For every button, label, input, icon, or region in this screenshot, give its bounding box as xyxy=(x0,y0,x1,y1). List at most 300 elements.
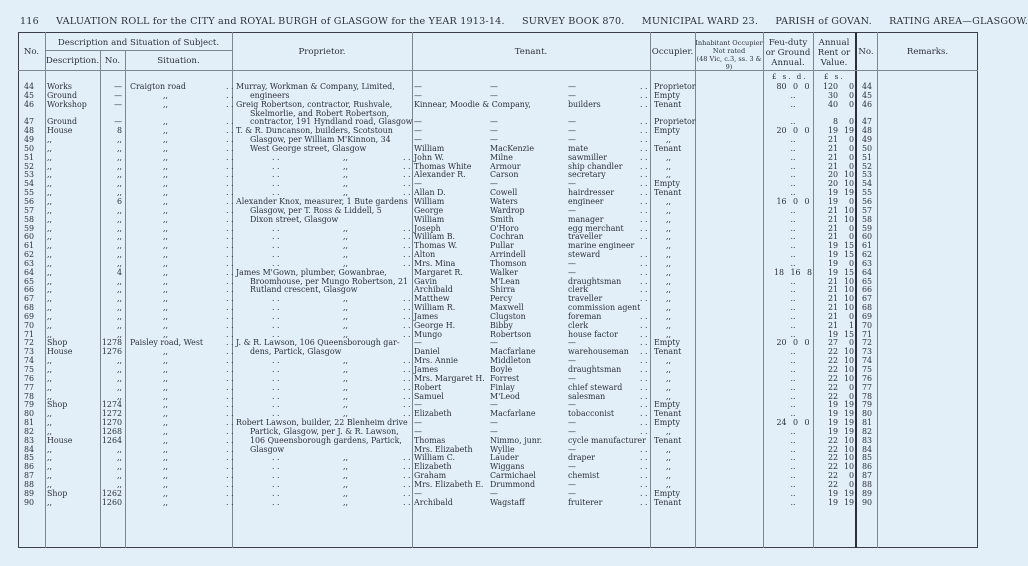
page-number: 116 xyxy=(20,16,39,27)
row-feu-duty: .. xyxy=(790,303,796,313)
row-tenant-forename: Gavin xyxy=(414,276,438,286)
row-description: ,, xyxy=(47,418,53,428)
row-proprietor: ,, xyxy=(343,329,349,339)
row-description: ,, xyxy=(47,258,53,268)
row-street-number: 1260 xyxy=(101,497,122,507)
row-rent-pounds: 19 xyxy=(827,426,838,436)
row-rent-shillings: 19 xyxy=(843,418,854,428)
row-feu-duty: .. xyxy=(790,488,796,498)
row-number-right: 59 xyxy=(861,223,873,233)
leader-dots: . . xyxy=(640,90,648,100)
rating-area: RATING AREA—GLASGOW. xyxy=(889,16,1028,27)
row-tenant-forename: Allan D. xyxy=(414,188,446,198)
row-situation: ,, xyxy=(163,232,169,242)
row-number-right: 66 xyxy=(861,285,873,295)
col-situation: Situation. xyxy=(157,56,200,66)
row-number: 70 xyxy=(24,320,35,330)
row-tenant-designation: chief steward xyxy=(568,382,623,392)
leader-dots: . . xyxy=(640,196,648,206)
row-number: 69 xyxy=(24,311,35,321)
col-description: Description. xyxy=(45,56,100,66)
leader-dots: . . xyxy=(226,267,234,277)
leader-dots: . . xyxy=(640,223,648,233)
row-tenant-surname: Nimmo, junr. xyxy=(490,435,543,445)
row-occupier: Tenant xyxy=(654,188,682,198)
row-number-right: 47 xyxy=(861,117,873,127)
col-inhabitant-line: Inhabitant Occupier xyxy=(695,39,763,47)
row-proprietor: James M'Gown, plumber, Gowanbrae, xyxy=(236,267,387,277)
row-tenant-forename: — xyxy=(414,179,422,189)
row-number: 49 xyxy=(24,135,35,145)
row-tenant-designation: secretary xyxy=(568,170,606,180)
row-proprietor: Skelmorlie, and Robert Robertson, xyxy=(250,108,390,118)
row-occupier: Tenant xyxy=(654,435,682,445)
row-tenant-forename: — xyxy=(414,488,422,498)
row-situation: ,, xyxy=(163,497,169,507)
row-proprietor: ,, xyxy=(343,400,349,410)
leader-dots: . . xyxy=(226,170,234,180)
leader-dots: . . xyxy=(640,444,648,454)
row-street-number: ,, xyxy=(116,303,122,313)
leader-dots: . . xyxy=(272,161,280,171)
leader-dots: . . xyxy=(272,471,280,481)
leader-dots: . . xyxy=(403,241,411,251)
leader-dots: . . xyxy=(226,232,234,242)
leader-dots: . . xyxy=(640,232,648,242)
row-tenant-forename: Margaret R. xyxy=(414,267,463,277)
row-proprietor: ,, xyxy=(343,250,349,260)
row-tenant-surname: Maxwell xyxy=(490,303,524,313)
row-number: 47 xyxy=(24,117,35,127)
leader-dots: . . xyxy=(640,117,648,127)
row-tenant-designation: tobacconist xyxy=(568,409,615,419)
row-tenant-surname: Robertson xyxy=(490,329,532,339)
row-occupier: ,, xyxy=(666,294,672,304)
row-situation: ,, xyxy=(163,143,169,153)
leader-dots: . . xyxy=(272,188,280,198)
row-tenant-surname: Boyle xyxy=(490,365,513,374)
row-description: ,, xyxy=(47,444,53,454)
row-rent-pounds: 21 xyxy=(827,161,838,171)
row-rent-pounds: 19 xyxy=(827,126,838,136)
leader-dots: . . xyxy=(226,258,234,268)
row-feu-duty: .. xyxy=(790,188,796,198)
leader-dots: . . xyxy=(640,152,648,162)
row-number: 55 xyxy=(24,188,35,198)
row-tenant-forename: — xyxy=(414,418,422,428)
row-tenant-designation: — xyxy=(568,479,576,489)
col-annual-rent xyxy=(813,38,855,68)
row-tenant-forename: Thomas xyxy=(414,435,446,445)
row-tenant-designation: — xyxy=(568,258,576,268)
row-number-right: 57 xyxy=(861,205,873,215)
row-number: 90 xyxy=(24,497,35,507)
row-situation: ,, xyxy=(163,179,169,189)
row-tenant-forename: Elizabeth xyxy=(414,462,452,472)
row-proprietor: Glasgow, per William M'Kinnon, 34 xyxy=(250,135,391,145)
row-tenant-surname: Milne xyxy=(490,152,513,162)
leader-dots: . . xyxy=(640,285,648,295)
row-description: ,, xyxy=(47,188,53,198)
row-number-right: 71 xyxy=(861,329,873,339)
row-tenant-forename: — xyxy=(414,82,422,91)
leader-dots: . . xyxy=(226,294,234,304)
row-description: ,, xyxy=(47,214,53,224)
row-tenant-forename: Robert xyxy=(414,382,442,392)
row-number-right: 68 xyxy=(861,303,873,313)
row-number: 66 xyxy=(24,285,35,295)
leader-dots: . . xyxy=(226,462,234,472)
row-situation: ,, xyxy=(163,382,169,392)
row-situation: ,, xyxy=(163,250,169,260)
leader-dots: . . xyxy=(272,462,280,472)
row-street-number: 1264 xyxy=(101,435,122,445)
leader-dots: . . xyxy=(403,179,411,189)
row-rent-shillings: 0 xyxy=(848,135,854,145)
leader-dots: . . xyxy=(226,152,234,162)
row-description: ,, xyxy=(47,453,53,463)
row-number-right: 65 xyxy=(861,276,873,286)
row-tenant-surname: — xyxy=(490,426,498,436)
row-rent-pounds: 21 xyxy=(827,311,838,321)
leader-dots: . . xyxy=(640,276,648,286)
row-rent-shillings: 19 xyxy=(843,409,854,419)
row-occupier: Empty xyxy=(654,400,680,410)
leader-dots: . . xyxy=(226,126,234,136)
row-occupier: ,, xyxy=(666,196,672,206)
leader-dots: . . xyxy=(272,250,280,260)
row-street-number: ,, xyxy=(116,179,122,189)
row-situation: Paisley road, West xyxy=(130,338,204,348)
col-no: No. xyxy=(23,47,40,57)
row-street-number: 1262 xyxy=(101,488,122,498)
row-tenant-surname: Wagstaff xyxy=(490,497,525,507)
leader-dots: . . xyxy=(403,223,411,233)
row-number-right: 69 xyxy=(861,311,873,321)
row-situation: ,, xyxy=(163,365,169,374)
leader-dots: . . xyxy=(403,453,411,463)
parish: PARISH of GOVAN. xyxy=(775,16,872,27)
leader-dots: . . xyxy=(226,453,234,463)
leader-dots: . . xyxy=(403,152,411,162)
row-number-right: 85 xyxy=(861,453,873,463)
leader-dots: . . xyxy=(640,356,648,366)
row-tenant-surname: Macfarlane xyxy=(490,409,536,419)
row-feu-duty: .. xyxy=(790,170,796,180)
row-tenant-designation: warehouseman xyxy=(568,347,629,357)
col-inhabitant-line: Not rated xyxy=(712,47,746,55)
row-rent-shillings: 0 xyxy=(848,90,854,100)
row-tenant-designation: — xyxy=(568,82,576,91)
roll-title: VALUATION ROLL for the CITY and ROYAL BURGH of GLASGOW for the YEAR 1913-14. xyxy=(56,16,505,27)
row-street-number: 1272 xyxy=(101,409,122,419)
row-tenant-surname: Shirra xyxy=(490,285,516,295)
row-description: ,, xyxy=(47,311,53,321)
row-rent-shillings: 1 xyxy=(848,320,854,330)
row-number-right: 45 xyxy=(861,90,873,100)
leader-dots: . . xyxy=(640,99,648,109)
col-rent-line: Rent or xyxy=(817,48,851,58)
leader-dots: . . xyxy=(403,258,411,268)
row-occupier: ,, xyxy=(666,285,672,295)
row-street-number: ,, xyxy=(116,471,122,481)
row-feu-duty: .. xyxy=(790,294,796,304)
row-rent-pounds: 21 xyxy=(827,152,838,162)
row-occupier: ,, xyxy=(666,276,672,286)
row-number-right: 86 xyxy=(861,462,873,472)
leader-dots: . . xyxy=(640,382,648,392)
row-street-number: — xyxy=(114,82,122,91)
leader-dots: . . xyxy=(640,258,648,268)
row-tenant-surname: — xyxy=(490,400,498,410)
row-tenant-forename: Mrs. Annie xyxy=(414,356,458,366)
feu-units: £ s. d. xyxy=(772,73,808,81)
leader-dots: . . xyxy=(226,435,234,445)
row-street-number: ,, xyxy=(116,214,122,224)
valuation-rows xyxy=(18,83,978,508)
row-tenant-surname: Armour xyxy=(490,161,521,171)
row-situation: ,, xyxy=(163,488,169,498)
row-rent-shillings: 0 xyxy=(848,152,854,162)
row-feu-duty: .. xyxy=(790,250,796,260)
leader-dots: . . xyxy=(403,188,411,198)
row-occupier: ,, xyxy=(666,258,672,268)
row-occupier: ,, xyxy=(666,426,672,436)
row-tenant-forename: William xyxy=(414,143,445,153)
leader-dots: . . xyxy=(226,90,234,100)
row-feu-duty: .. xyxy=(790,497,796,507)
row-proprietor: Partick, Glasgow, per J. & R. Lawson, xyxy=(250,426,399,436)
col-no-right: No. xyxy=(858,47,874,57)
leader-dots: . . xyxy=(403,479,411,489)
leader-dots: . . xyxy=(403,391,411,401)
row-proprietor: ,, xyxy=(343,356,349,366)
row-tenant-designation: mate xyxy=(568,143,589,153)
leader-dots: . . xyxy=(226,365,234,374)
row-situation: ,, xyxy=(163,258,169,268)
row-feu-duty: .. xyxy=(790,320,796,330)
col-occupier: Occupier. xyxy=(651,47,694,57)
row-tenant-forename: Alton xyxy=(414,250,436,260)
row-feu-duty: .. xyxy=(790,241,796,251)
leader-dots: . . xyxy=(403,373,411,383)
row-tenant-designation: — xyxy=(568,356,576,366)
row-rent-pounds: 21 xyxy=(827,276,838,286)
row-street-number: ,, xyxy=(116,373,122,383)
row-proprietor: ,, xyxy=(343,382,349,392)
row-rent-pounds: 19 xyxy=(827,400,838,410)
row-rent-shillings: 10 xyxy=(843,170,854,180)
row-number: 61 xyxy=(24,241,35,251)
row-proprietor: ,, xyxy=(343,152,349,162)
row-tenant-designation: fruiterer xyxy=(568,497,603,507)
row-description: ,, xyxy=(47,497,53,507)
row-feu-duty: .. xyxy=(790,152,796,162)
row-number-right: 60 xyxy=(861,232,873,242)
row-number-right: 90 xyxy=(861,497,873,507)
leader-dots: . . xyxy=(640,135,648,145)
row-street-number: ,, xyxy=(116,232,122,242)
row-occupier: Proprietor xyxy=(654,82,696,91)
row-tenant-designation: engineer xyxy=(568,196,604,206)
leader-dots: . . xyxy=(403,409,411,419)
row-feu-duty: .. xyxy=(790,258,796,268)
row-street-number: — xyxy=(114,90,122,100)
row-tenant-designation: draughtsman xyxy=(568,276,622,286)
row-tenant-forename: James xyxy=(414,365,439,374)
row-feu-duty: .. xyxy=(790,143,796,153)
row-rent-pounds: 22 xyxy=(827,365,838,374)
row-number: 46 xyxy=(24,99,35,109)
row-proprietor: ,, xyxy=(343,170,349,180)
row-occupier: ,, xyxy=(666,161,672,171)
row-proprietor: 106 Queensborough gardens, Partick, xyxy=(250,435,402,445)
leader-dots: . . xyxy=(640,426,648,436)
row-occupier: ,, xyxy=(666,329,672,339)
row-occupier: ,, xyxy=(666,223,672,233)
row-tenant-surname: Carson xyxy=(490,170,519,180)
leader-dots: . . xyxy=(640,365,648,374)
row-number: 80 xyxy=(24,409,35,419)
row-proprietor: ,, xyxy=(343,294,349,304)
leader-dots: . . xyxy=(272,373,280,383)
row-rent-shillings: 0 xyxy=(848,338,854,348)
row-tenant-surname: Bibby xyxy=(490,320,513,330)
row-rent-pounds: 19 xyxy=(827,409,838,419)
row-number: 57 xyxy=(24,205,35,215)
row-street-number: 6 xyxy=(116,196,122,206)
row-description: Ground xyxy=(47,90,78,100)
row-number: 50 xyxy=(24,143,35,153)
table-row xyxy=(18,499,978,508)
leader-dots: . . xyxy=(226,241,234,251)
row-description: ,, xyxy=(47,276,53,286)
row-rent-pounds: 20 xyxy=(827,170,838,180)
row-rent-shillings: 0 xyxy=(848,258,854,268)
row-feu-duty: 24 0 0 xyxy=(776,418,810,428)
row-situation: ,, xyxy=(163,170,169,180)
leader-dots: . . xyxy=(226,444,234,454)
row-number: 52 xyxy=(24,161,35,171)
row-tenant-surname: — xyxy=(490,179,498,189)
leader-dots: . . xyxy=(226,391,234,401)
row-number-right: 46 xyxy=(861,99,873,109)
leader-dots: . . xyxy=(272,382,280,392)
leader-dots: . . xyxy=(640,400,648,410)
row-street-number: ,, xyxy=(116,311,122,321)
row-description: Shop xyxy=(47,338,68,348)
row-tenant-surname: Carmichael xyxy=(490,471,536,481)
row-description: Ground xyxy=(47,117,78,127)
row-feu-duty: .. xyxy=(790,135,796,145)
leader-dots: . . xyxy=(226,214,234,224)
row-tenant-designation: — xyxy=(568,90,576,100)
row-tenant-designation: marine engineer xyxy=(568,241,635,251)
row-description: Works xyxy=(47,82,72,91)
leader-dots: . . xyxy=(272,479,280,489)
row-rent-pounds: 19 xyxy=(827,488,838,498)
leader-dots: . . xyxy=(272,329,280,339)
row-number-right: 79 xyxy=(861,400,873,410)
row-number-right: 63 xyxy=(861,258,873,268)
row-rent-shillings: 10 xyxy=(843,294,854,304)
row-number: 86 xyxy=(24,462,35,472)
leader-dots: . . xyxy=(640,338,648,348)
leader-dots: . . xyxy=(640,373,648,383)
row-tenant-forename: — xyxy=(414,90,422,100)
row-situation: Craigton road xyxy=(130,82,186,91)
leader-dots: . . xyxy=(226,117,234,127)
row-number-right: 76 xyxy=(861,373,873,383)
row-proprietor: ,, xyxy=(343,161,349,171)
leader-dots: . . xyxy=(272,488,280,498)
row-description: ,, xyxy=(47,382,53,392)
row-street-number: ,, xyxy=(116,170,122,180)
row-tenant-forename: Samuel xyxy=(414,391,444,401)
leader-dots: . . xyxy=(272,170,280,180)
row-tenant-surname: — xyxy=(490,126,498,136)
row-number: 82 xyxy=(24,426,35,436)
row-number-right: 52 xyxy=(861,161,873,171)
row-street-number: 8 xyxy=(116,126,122,136)
row-proprietor: ,, xyxy=(343,373,349,383)
row-description: ,, xyxy=(47,373,53,383)
row-tenant-surname: Smith xyxy=(490,214,514,224)
row-street-number: ,, xyxy=(116,320,122,330)
row-tenant-forename: William R. xyxy=(414,303,456,313)
row-rent-pounds: 21 xyxy=(827,214,838,224)
leader-dots: . . xyxy=(403,400,411,410)
leader-dots: . . xyxy=(226,382,234,392)
row-feu-duty: .. xyxy=(790,311,796,321)
row-rent-pounds: 40 xyxy=(827,99,838,109)
row-description: Workshop xyxy=(47,99,87,109)
row-tenant-forename: Mrs. Elizabeth E. xyxy=(414,479,484,489)
row-feu-duty: 80 0 0 xyxy=(776,82,810,91)
row-rent-pounds: 8 xyxy=(832,117,838,127)
row-number: 71 xyxy=(24,329,35,339)
row-situation: ,, xyxy=(163,205,169,215)
row-occupier: ,, xyxy=(666,453,672,463)
col-feu-duty xyxy=(763,38,813,68)
row-situation: ,, xyxy=(163,90,169,100)
row-feu-duty: .. xyxy=(790,232,796,242)
row-tenant-forename: William xyxy=(414,214,445,224)
row-description: ,, xyxy=(47,365,53,374)
row-tenant-surname: Wyllie xyxy=(490,444,515,454)
row-tenant-surname: Wiggans xyxy=(490,462,525,472)
leader-dots: . . xyxy=(226,161,234,171)
leader-dots: . . xyxy=(226,276,234,286)
row-rent-pounds: 21 xyxy=(827,223,838,233)
leader-dots: . . xyxy=(272,241,280,251)
col-feu-line: Annual. xyxy=(771,58,805,68)
row-tenant-designation: — xyxy=(568,373,576,383)
row-street-number: ,, xyxy=(116,188,122,198)
row-tenant-designation: — xyxy=(568,426,576,436)
row-description: ,, xyxy=(47,356,53,366)
row-proprietor: West George street, Glasgow xyxy=(250,143,367,153)
row-number-right: 62 xyxy=(861,250,873,260)
leader-dots: . . xyxy=(640,188,648,198)
row-situation: ,, xyxy=(163,409,169,419)
row-number: 62 xyxy=(24,250,35,260)
row-situation: ,, xyxy=(163,214,169,224)
row-street-number: ,, xyxy=(116,365,122,374)
row-situation: ,, xyxy=(163,152,169,162)
row-rent-shillings: 10 xyxy=(843,276,854,286)
row-occupier: ,, xyxy=(666,365,672,374)
